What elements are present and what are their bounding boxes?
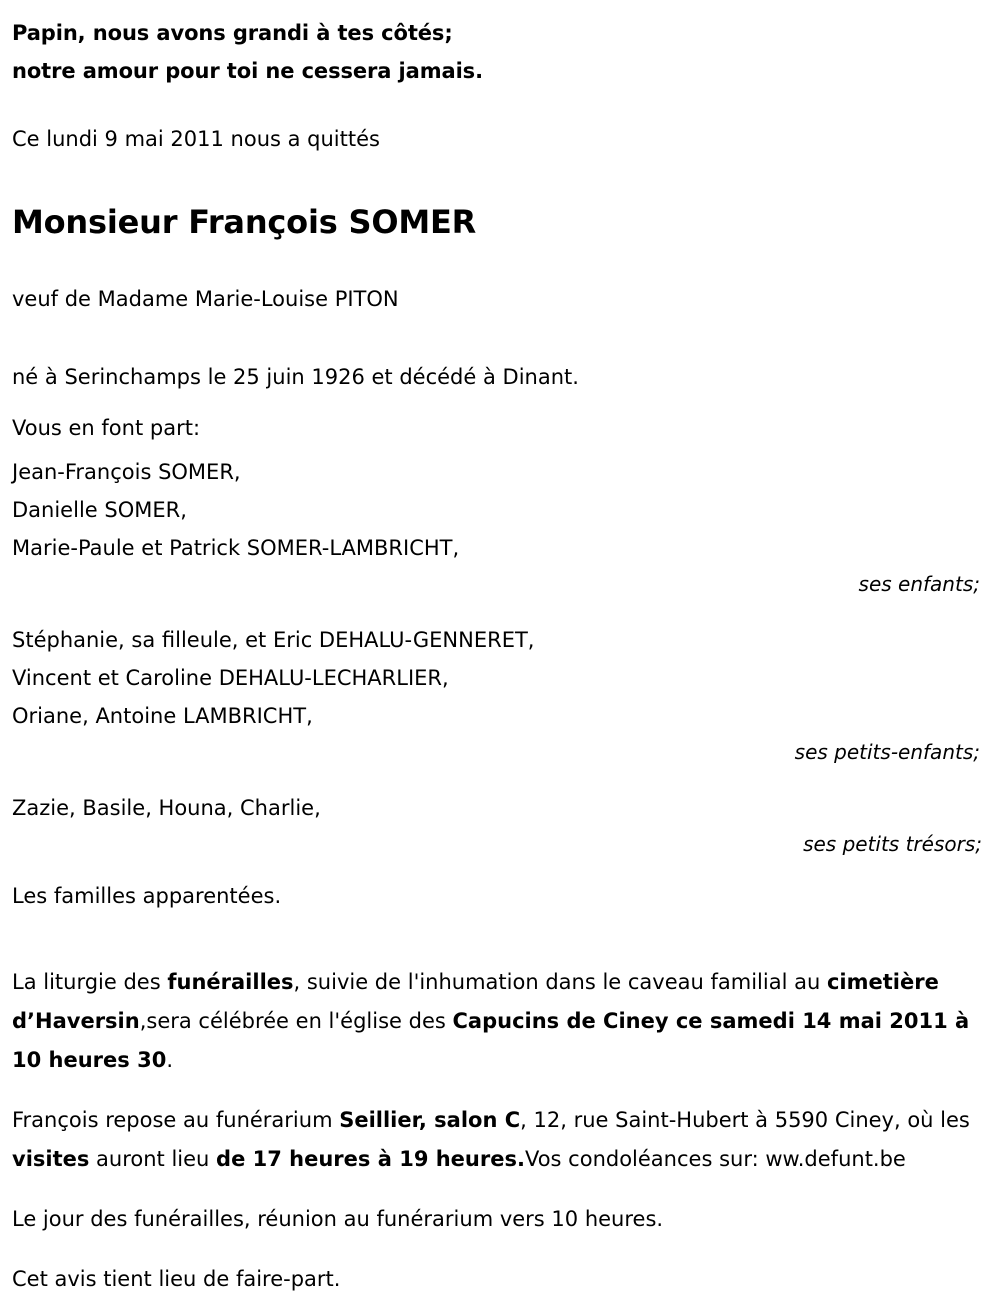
liturgy-bold-church-datetime: Capucins de Ciney ce samedi 14 mai 2011 à 10 heures 30 — [12, 1009, 970, 1072]
list-item: Vincent et Caroline DEHALU-LECHARLIER, — [12, 666, 449, 690]
family-group-children — [12, 453, 988, 601]
relation-label-grandchildren: ses petits-enfants; — [794, 740, 980, 764]
reunion-line: Le jour des funérailles, réunion au funérarium vers 10 heures. — [12, 1207, 664, 1231]
liturgy-text-1: La liturgie des — [12, 970, 168, 994]
epitaph-line-2: notre amour pour toi ne cessera jamais. — [12, 59, 483, 83]
funerarium-text-3: auront lieu — [89, 1147, 217, 1171]
epitaph — [12, 14, 988, 90]
funerarium-paragraph — [12, 1101, 988, 1179]
list-item: Stéphanie, sa filleule, et Eric DEHALU-GENNERET, — [12, 628, 535, 652]
deceased-name: Monsieur François SOMER — [12, 203, 477, 241]
related-families-line: Les familles apparentées. — [12, 884, 282, 908]
liturgy-paragraph — [12, 963, 988, 1080]
spouse-line: veuf de Madame Marie-Louise PITON — [12, 287, 399, 311]
funerarium-bold-name: Seillier, salon C — [339, 1108, 521, 1132]
list-item: Danielle SOMER, — [12, 498, 187, 522]
relation-label-treasures: ses petits trésors; — [803, 832, 982, 856]
funerarium-text-1: François repose au funérarium — [12, 1108, 340, 1132]
liturgy-text-3: ,sera célébrée en l'église des — [139, 1009, 453, 1033]
birth-death-line: né à Serinchamps le 25 juin 1926 et décédé à Dinant. — [12, 365, 579, 389]
announce-label: Vous en font part: — [12, 416, 201, 440]
liturgy-text-2: , suivie de l'inhumation dans le caveau familial au — [293, 970, 827, 994]
relation-label-children: ses enfants; — [858, 572, 980, 596]
notice-line: Cet avis tient lieu de faire-part. — [12, 1267, 341, 1291]
list-item: Oriane, Antoine LAMBRICHT, — [12, 704, 313, 728]
list-item: Jean-François SOMER, — [12, 460, 241, 484]
funerarium-text-2: , 12, rue Saint-Hubert à 5590 Ciney, où les — [520, 1108, 970, 1132]
liturgy-bold-funerailles: funérailles — [167, 970, 294, 994]
liturgy-bold-cemetery: cimetière d’Haversin — [12, 970, 939, 1033]
liturgy-text-4: . — [166, 1048, 173, 1072]
funerarium-bold-hours: de 17 heures à 19 heures. — [216, 1147, 525, 1171]
death-date-line: Ce lundi 9 mai 2011 nous a quittés — [12, 127, 380, 151]
family-group-great-grandchildren — [12, 789, 988, 861]
epitaph-line-1: Papin, nous avons grandi à tes côtés; — [12, 21, 453, 45]
family-group-grandchildren — [12, 621, 988, 769]
list-item: Zazie, Basile, Houna, Charlie, — [12, 796, 321, 820]
funerarium-bold-visits: visites — [12, 1147, 90, 1171]
funerarium-text-4: Vos condoléances sur: ww.defunt.be — [524, 1147, 906, 1171]
list-item: Marie-Paule et Patrick SOMER-LAMBRICHT, — [12, 536, 460, 560]
